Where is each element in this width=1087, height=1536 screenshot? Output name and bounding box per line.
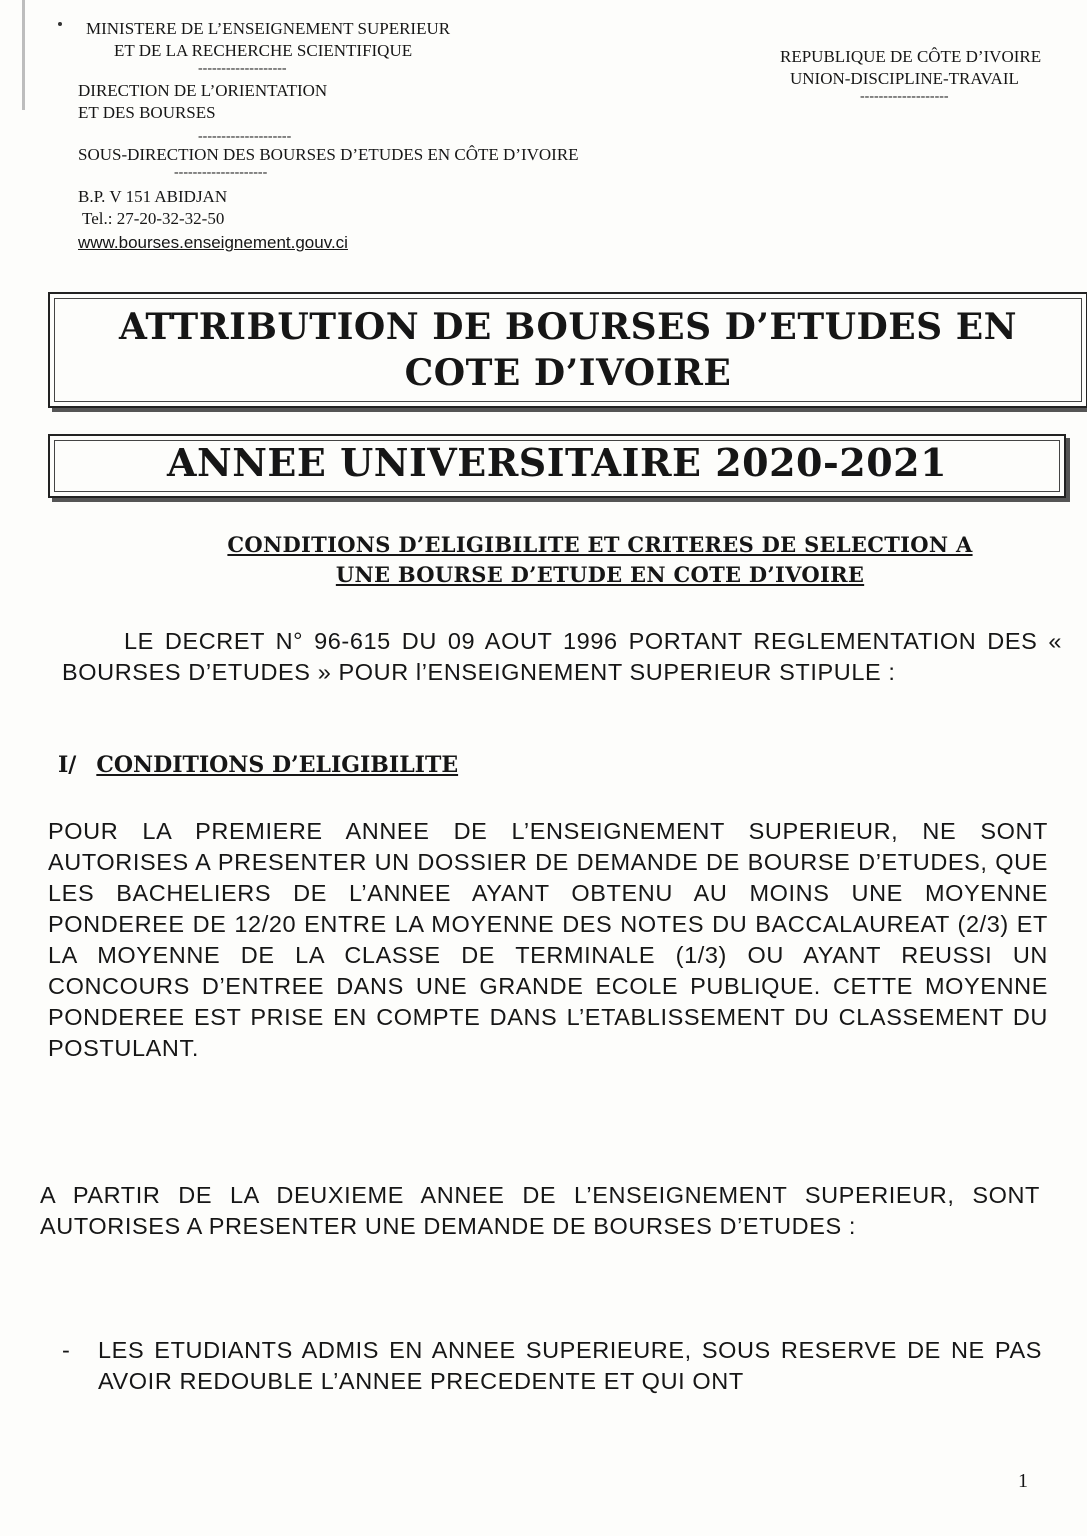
ministry-line-2: ET DE LA RECHERCHE SCIENTIFIQUE <box>114 41 413 60</box>
scan-edge-mark <box>22 0 25 110</box>
title-box <box>48 292 1087 408</box>
list-item-text: LES ETUDIANTS ADMIS EN ANNEE SUPERIEURE, SOUS RESERVE DE NE PAS AVOIR REDOUBLE L’ANNEE PRECEDENTE ET QUI ONT <box>98 1337 1042 1394</box>
website-link[interactable]: www.bourses.enseignement.gouv.ci <box>78 233 348 252</box>
scan-dot-mark <box>58 22 62 26</box>
header-separator-2: -------------------- <box>198 129 292 144</box>
direction-line-1: DIRECTION DE L’ORIENTATION <box>78 81 328 100</box>
document-title-line-2: COTE D’IVOIRE <box>404 352 732 394</box>
conditions-heading-line-2: UNE BOURSE D’ETUDE EN COTE D’IVOIRE <box>335 562 865 587</box>
conditions-heading-line-1: CONDITIONS D’ELIGIBILITE ET CRITERES DE SELECTION A <box>227 532 973 557</box>
phone-number: Tel.: 27-20-32-32-50 <box>82 209 225 228</box>
decree-paragraph: LE DECRET N° 96-615 DU 09 AOUT 1996 PORTANT REGLEMENTATION DES « BOURSES D’ETUDES » POUR l’ENSEIGNEMENT SUPERIEUR STIPULE : <box>62 628 1062 685</box>
sub-direction-line: SOUS-DIRECTION DES BOURSES D’ETUDES EN CÔTE D’IVOIRE <box>78 145 579 164</box>
header-separator: ------------------- <box>198 61 287 76</box>
republic-name: REPUBLIQUE DE CÔTE D’IVOIRE <box>780 47 1042 66</box>
direction-line-2: ET DES BOURSES <box>78 103 216 122</box>
academic-year-box <box>48 434 1066 498</box>
eligibility-paragraph-1: POUR LA PREMIERE ANNEE DE L’ENSEIGNEMENT SUPERIEUR, NE SONT AUTORISES A PRESENTER UN DOSSIER DE DEMANDE DE BOURSE D’ETUDES, QUE LES BACHELIERS DE L’ANNEE AYANT OBTENU AU MOINS UNE MOYENNE PONDEREE DE 12/20 ENTRE LA MOYENNE DES NOTES DU BACCALAUREAT (2/3) ET LA MOYENNE DE LA CLASSE DE TERMINALE (1/3) OU AYANT REUSSI UN CONCOURS D’ENTREE DANS UNE GRANDE ECOLE PUBLIQUE. CETTE MOYENNE PONDEREE EST PRISE EN COMPTE DANS L’ETABLISSEMENT DU CLASSEMENT DU POSTULANT. <box>48 818 1048 1061</box>
list-item <box>62 1335 1042 1397</box>
header-separator-3: -------------------- <box>174 165 268 180</box>
academic-year-title: ANNEE UNIVERSITAIRE 2020-2021 <box>166 440 948 485</box>
ministry-header <box>78 18 658 254</box>
page-number: 1 <box>1018 1470 1028 1492</box>
national-motto: UNION-DISCIPLINE-TRAVAIL <box>790 69 1019 88</box>
section-heading <box>58 752 458 778</box>
republic-header <box>780 46 1080 104</box>
ministry-line-1: MINISTERE DE L’ENSEIGNEMENT SUPERIEUR <box>86 19 451 38</box>
postal-address: B.P. V 151 ABIDJAN <box>78 187 228 206</box>
section-number: I/ <box>58 752 77 778</box>
eligibility-paragraph-2: A PARTIR DE LA DEUXIEME ANNEE DE L’ENSEIGNEMENT SUPERIEUR, SONT AUTORISES A PRESENTER UNE DEMANDE DE BOURSES D’ETUDES : <box>40 1182 1040 1239</box>
document-title-line-1: ATTRIBUTION DE BOURSES D’ETUDES EN <box>118 306 1018 348</box>
section-title: CONDITIONS D’ELIGIBILITE <box>96 752 459 778</box>
republic-separator: ------------------- <box>860 89 949 104</box>
bullet-dash: - <box>62 1337 71 1363</box>
conditions-heading <box>160 530 1040 590</box>
